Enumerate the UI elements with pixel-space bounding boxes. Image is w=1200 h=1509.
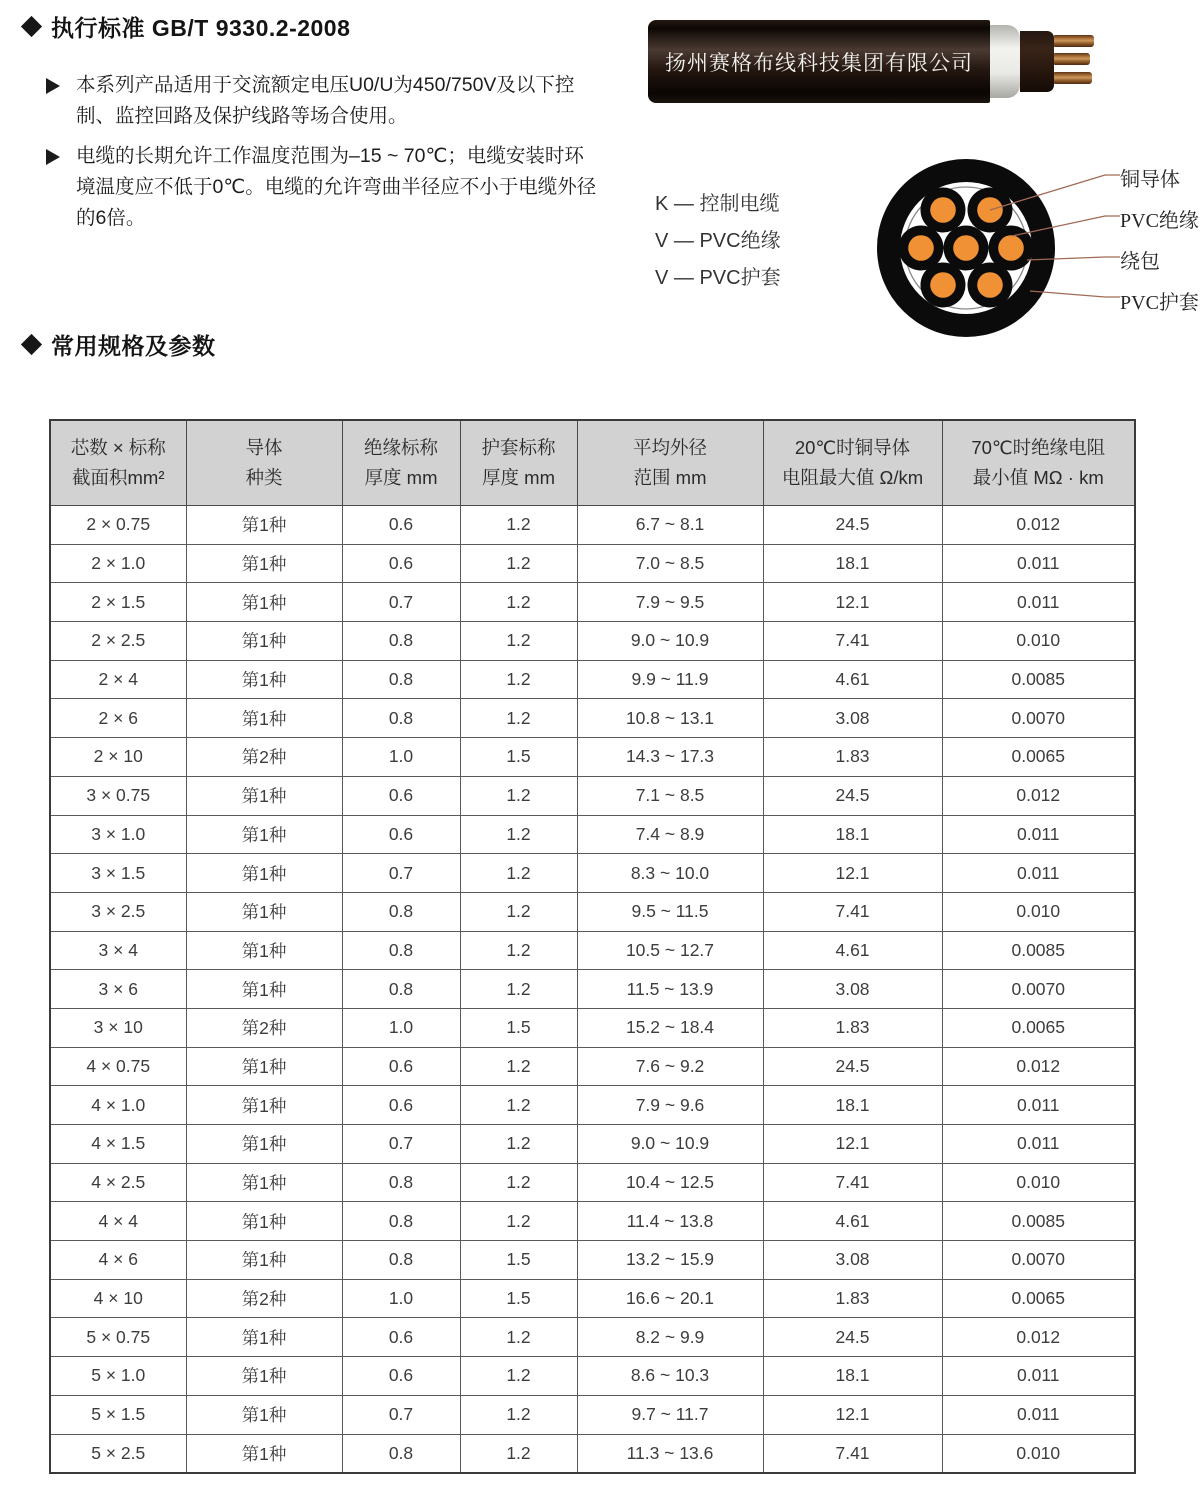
triangle-bullet-icon <box>46 78 60 94</box>
diagram-label-copper: 铜导体 <box>1120 169 1180 191</box>
table-cell: 第1种 <box>186 660 342 699</box>
bullet-item <box>46 70 602 132</box>
table-cell: 0.010 <box>942 892 1135 931</box>
table-cell: 第2种 <box>186 738 342 777</box>
table-cell: 5 × 1.5 <box>50 1395 186 1434</box>
table-cell: 2 × 1.5 <box>50 583 186 622</box>
table-cell: 2 × 2.5 <box>50 622 186 661</box>
standard-title: 执行标准 GB/T 9330.2-2008 <box>51 15 351 41</box>
table-cell: 24.5 <box>763 506 942 545</box>
table-cell: 6.7 ~ 8.1 <box>577 506 763 545</box>
table-cell: 1.2 <box>460 815 577 854</box>
table-cell: 1.2 <box>460 1163 577 1202</box>
table-cell: 7.41 <box>763 892 942 931</box>
table-cell: 0.6 <box>342 1357 460 1396</box>
table-cell: 0.011 <box>942 854 1135 893</box>
table-cell: 0.011 <box>942 1357 1135 1396</box>
table-cell: 2 × 0.75 <box>50 506 186 545</box>
table-cell: 15.2 ~ 18.4 <box>577 1008 763 1047</box>
table-cell: 18.1 <box>763 815 942 854</box>
table-cell: 0.0070 <box>942 699 1135 738</box>
table-cell: 0.6 <box>342 506 460 545</box>
table-cell: 24.5 <box>763 1047 942 1086</box>
table-cell: 1.2 <box>460 583 577 622</box>
table-cell: 第1种 <box>186 776 342 815</box>
table-row <box>50 1202 1135 1241</box>
table-cell: 3.08 <box>763 699 942 738</box>
table-cell: 3.08 <box>763 970 942 1009</box>
table-cell: 1.5 <box>460 1241 577 1280</box>
table-cell: 2 × 10 <box>50 738 186 777</box>
table-cell: 0.8 <box>342 699 460 738</box>
specs-title: 常用规格及参数 <box>51 333 216 359</box>
table-cell: 1.2 <box>460 1047 577 1086</box>
table-cell: 第1种 <box>186 1047 342 1086</box>
table-cell: 0.011 <box>942 1086 1135 1125</box>
table-cell: 12.1 <box>763 583 942 622</box>
table-cell: 0.0065 <box>942 1279 1135 1318</box>
table-row <box>50 1357 1135 1396</box>
table-cell: 第1种 <box>186 699 342 738</box>
table-cell: 0.012 <box>942 1047 1135 1086</box>
table-cell: 24.5 <box>763 776 942 815</box>
table-cell: 11.4 ~ 13.8 <box>577 1202 763 1241</box>
table-cell: 0.8 <box>342 1241 460 1280</box>
table-cell: 4 × 6 <box>50 1241 186 1280</box>
table-cell: 0.6 <box>342 815 460 854</box>
table-cell: 4 × 0.75 <box>50 1047 186 1086</box>
diagram-label-insulation: PVC绝缘 <box>1120 210 1199 232</box>
table-cell: 3 × 2.5 <box>50 892 186 931</box>
table-cell: 第2种 <box>186 1008 342 1047</box>
table-cell: 0.011 <box>942 815 1135 854</box>
table-cell: 18.1 <box>763 1357 942 1396</box>
copper-conductor <box>1054 53 1090 65</box>
table-cell: 7.9 ~ 9.6 <box>577 1086 763 1125</box>
table-cell: 7.6 ~ 9.2 <box>577 1047 763 1086</box>
table-cell: 0.011 <box>942 1395 1135 1434</box>
brand-text: 扬州赛格布线科技集团有限公司 <box>665 51 973 75</box>
table-cell: 1.2 <box>460 1086 577 1125</box>
intro-bullets <box>46 70 602 243</box>
spec-table-body <box>50 506 1135 1474</box>
table-cell: 7.41 <box>763 622 942 661</box>
table-cell: 0.010 <box>942 622 1135 661</box>
cable-inner-core <box>1020 31 1054 92</box>
table-cell: 1.2 <box>460 1357 577 1396</box>
table-cell: 4.61 <box>763 931 942 970</box>
table-cell: 第1种 <box>186 1318 342 1357</box>
table-cell: 7.9 ~ 9.5 <box>577 583 763 622</box>
table-cell: 第1种 <box>186 1163 342 1202</box>
table-cell: 0.8 <box>342 1434 460 1473</box>
table-cell: 0.6 <box>342 1318 460 1357</box>
table-cell: 0.0065 <box>942 1008 1135 1047</box>
table-cell: 1.0 <box>342 1279 460 1318</box>
table-cell: 0.010 <box>942 1434 1135 1473</box>
table-cell: 0.011 <box>942 544 1135 583</box>
table-cell: 0.0085 <box>942 1202 1135 1241</box>
table-cell: 1.2 <box>460 544 577 583</box>
table-cell: 0.012 <box>942 1318 1135 1357</box>
table-cell: 1.2 <box>460 776 577 815</box>
table-cell: 0.0065 <box>942 738 1135 777</box>
cable-jacket <box>648 20 990 103</box>
table-cell: 1.2 <box>460 931 577 970</box>
table-cell: 第1种 <box>186 1125 342 1164</box>
table-cell: 0.6 <box>342 1086 460 1125</box>
table-cell: 2 × 1.0 <box>50 544 186 583</box>
bullet-text: 本系列产品适用于交流额定电压U0/U为450/750V及以下控制、监控回路及保护线路等场合使用。 <box>76 74 575 127</box>
table-row <box>50 738 1135 777</box>
table-cell: 0.7 <box>342 1395 460 1434</box>
table-cell: 12.1 <box>763 1395 942 1434</box>
standard-section-heading <box>24 10 350 43</box>
diagram-label-sheath: PVC护套 <box>1120 292 1199 314</box>
table-cell: 4.61 <box>763 660 942 699</box>
table-cell: 第1种 <box>186 1086 342 1125</box>
table-cell: 4 × 10 <box>50 1279 186 1318</box>
table-cell: 9.0 ~ 10.9 <box>577 1125 763 1164</box>
table-cell: 0.0070 <box>942 1241 1135 1280</box>
table-cell: 1.0 <box>342 1008 460 1047</box>
table-cell: 1.2 <box>460 506 577 545</box>
table-cell: 1.83 <box>763 1008 942 1047</box>
table-cell: 4 × 2.5 <box>50 1163 186 1202</box>
table-cell: 第1种 <box>186 544 342 583</box>
table-cell: 0.8 <box>342 931 460 970</box>
legend-line: K — 控制电缆 <box>655 193 780 215</box>
table-cell: 11.3 ~ 13.6 <box>577 1434 763 1473</box>
table-cell: 0.6 <box>342 544 460 583</box>
col-header-conductor-class: 导体 种类 <box>186 420 342 506</box>
table-cell: 第1种 <box>186 1395 342 1434</box>
table-cell: 3 × 6 <box>50 970 186 1009</box>
table-row <box>50 1241 1135 1280</box>
table-cell: 0.011 <box>942 1125 1135 1164</box>
table-row <box>50 699 1135 738</box>
table-cell: 1.2 <box>460 699 577 738</box>
table-cell: 10.8 ~ 13.1 <box>577 699 763 738</box>
table-cell: 1.2 <box>460 1395 577 1434</box>
table-cell: 第1种 <box>186 970 342 1009</box>
table-cell: 0.0085 <box>942 931 1135 970</box>
table-row <box>50 660 1135 699</box>
table-cell: 7.4 ~ 8.9 <box>577 815 763 854</box>
spec-table <box>49 419 1136 1474</box>
col-header-resistance-20c: 20℃时铜导体 电阻最大值 Ω/km <box>763 420 942 506</box>
table-cell: 第1种 <box>186 1357 342 1396</box>
table-row <box>50 892 1135 931</box>
table-cell: 1.2 <box>460 970 577 1009</box>
table-row <box>50 506 1135 545</box>
table-cell: 9.0 ~ 10.9 <box>577 622 763 661</box>
table-cell: 1.83 <box>763 738 942 777</box>
table-cell: 1.2 <box>460 1125 577 1164</box>
table-cell: 1.5 <box>460 738 577 777</box>
table-cell: 18.1 <box>763 544 942 583</box>
table-cell: 7.0 ~ 8.5 <box>577 544 763 583</box>
table-cell: 7.41 <box>763 1163 942 1202</box>
table-cell: 0.6 <box>342 1047 460 1086</box>
table-cell: 1.5 <box>460 1279 577 1318</box>
table-cell: 2 × 6 <box>50 699 186 738</box>
table-row <box>50 854 1135 893</box>
table-cell: 5 × 2.5 <box>50 1434 186 1473</box>
table-row <box>50 1047 1135 1086</box>
model-code-legend <box>655 186 781 297</box>
table-cell: 3 × 1.5 <box>50 854 186 893</box>
col-header-cores: 芯数 × 标称 截面积mm² <box>50 420 186 506</box>
specs-section-heading <box>24 328 216 361</box>
table-cell: 第1种 <box>186 622 342 661</box>
table-row <box>50 1125 1135 1164</box>
table-cell: 4 × 1.5 <box>50 1125 186 1164</box>
legend-line: V — PVC绝缘 <box>655 230 781 252</box>
triangle-bullet-icon <box>46 149 60 165</box>
table-cell: 8.3 ~ 10.0 <box>577 854 763 893</box>
table-row <box>50 1163 1135 1202</box>
table-row <box>50 583 1135 622</box>
table-row <box>50 1434 1135 1473</box>
table-row <box>50 1279 1135 1318</box>
table-row <box>50 931 1135 970</box>
diamond-bullet-icon <box>21 16 42 37</box>
table-cell: 14.3 ~ 17.3 <box>577 738 763 777</box>
table-cell: 7.41 <box>763 1434 942 1473</box>
table-cell: 8.2 ~ 9.9 <box>577 1318 763 1357</box>
diagram-label-wrap: 绕包 <box>1120 251 1160 273</box>
col-header-outer-diameter: 平均外径 范围 mm <box>577 420 763 506</box>
table-cell: 0.010 <box>942 1163 1135 1202</box>
table-cell: 9.7 ~ 11.7 <box>577 1395 763 1434</box>
table-cell: 1.0 <box>342 738 460 777</box>
table-cell: 0.8 <box>342 1202 460 1241</box>
table-cell: 16.6 ~ 20.1 <box>577 1279 763 1318</box>
table-cell: 5 × 0.75 <box>50 1318 186 1357</box>
table-cell: 1.2 <box>460 1202 577 1241</box>
copper-conductor <box>1054 35 1094 47</box>
copper-conductor <box>1054 72 1092 84</box>
table-row <box>50 815 1135 854</box>
table-cell: 0.8 <box>342 970 460 1009</box>
table-cell: 0.6 <box>342 776 460 815</box>
table-cell: 1.2 <box>460 622 577 661</box>
table-row <box>50 1086 1135 1125</box>
bullet-item <box>46 141 602 234</box>
table-cell: 第1种 <box>186 815 342 854</box>
table-cell: 10.5 ~ 12.7 <box>577 931 763 970</box>
table-cell: 1.83 <box>763 1279 942 1318</box>
table-cell: 第2种 <box>186 1279 342 1318</box>
col-header-insulation-resistance-70c: 70℃时绝缘电阻 最小值 MΩ · km <box>942 420 1135 506</box>
table-cell: 3 × 4 <box>50 931 186 970</box>
table-row <box>50 776 1135 815</box>
table-cell: 13.2 ~ 15.9 <box>577 1241 763 1280</box>
table-cell: 0.8 <box>342 622 460 661</box>
table-cell: 1.2 <box>460 1434 577 1473</box>
table-cell: 18.1 <box>763 1086 942 1125</box>
table-cell: 0.8 <box>342 892 460 931</box>
table-cell: 第1种 <box>186 583 342 622</box>
table-cell: 0.8 <box>342 660 460 699</box>
table-cell: 4.61 <box>763 1202 942 1241</box>
table-cell: 4 × 1.0 <box>50 1086 186 1125</box>
table-row <box>50 1395 1135 1434</box>
table-cell: 1.2 <box>460 892 577 931</box>
table-cell: 9.9 ~ 11.9 <box>577 660 763 699</box>
table-cell: 24.5 <box>763 1318 942 1357</box>
table-cell: 0.012 <box>942 506 1135 545</box>
table-cell: 2 × 4 <box>50 660 186 699</box>
table-cell: 3.08 <box>763 1241 942 1280</box>
table-cell: 0.7 <box>342 854 460 893</box>
legend-line: V — PVC护套 <box>655 267 781 289</box>
table-cell: 0.011 <box>942 583 1135 622</box>
table-cell: 5 × 1.0 <box>50 1357 186 1396</box>
table-row <box>50 544 1135 583</box>
table-cell: 0.0085 <box>942 660 1135 699</box>
table-cell: 12.1 <box>763 1125 942 1164</box>
table-cell: 1.2 <box>460 1318 577 1357</box>
table-cell: 第1种 <box>186 506 342 545</box>
table-cell: 1.2 <box>460 854 577 893</box>
table-cell: 4 × 4 <box>50 1202 186 1241</box>
table-cell: 1.2 <box>460 660 577 699</box>
table-cell: 0.8 <box>342 1163 460 1202</box>
table-cell: 11.5 ~ 13.9 <box>577 970 763 1009</box>
table-row <box>50 970 1135 1009</box>
bullet-text: 电缆的长期允许工作温度范围为–15 ~ 70℃；电缆安装时环境温度应不低于0℃。电缆的允许弯曲半径应不小于电缆外径的6倍。 <box>76 145 597 229</box>
cable-wrap-layer <box>990 25 1020 98</box>
col-header-insulation-thickness: 绝缘标称 厚度 mm <box>342 420 460 506</box>
col-header-sheath-thickness: 护套标称 厚度 mm <box>460 420 577 506</box>
table-cell: 3 × 1.0 <box>50 815 186 854</box>
table-cell: 7.1 ~ 8.5 <box>577 776 763 815</box>
table-row <box>50 1318 1135 1357</box>
table-cell: 第1种 <box>186 1434 342 1473</box>
table-cell: 第1种 <box>186 1202 342 1241</box>
table-cell: 9.5 ~ 11.5 <box>577 892 763 931</box>
table-cell: 0.7 <box>342 1125 460 1164</box>
cable-product-photo <box>648 20 1098 104</box>
table-cell: 1.5 <box>460 1008 577 1047</box>
table-cell: 第1种 <box>186 854 342 893</box>
table-cell: 3 × 0.75 <box>50 776 186 815</box>
table-cell: 8.6 ~ 10.3 <box>577 1357 763 1396</box>
table-cell: 第1种 <box>186 931 342 970</box>
table-cell: 0.012 <box>942 776 1135 815</box>
table-row <box>50 1008 1135 1047</box>
table-row <box>50 622 1135 661</box>
table-cell: 12.1 <box>763 854 942 893</box>
table-cell: 第1种 <box>186 1241 342 1280</box>
table-cell: 10.4 ~ 12.5 <box>577 1163 763 1202</box>
spec-table-header <box>50 420 1135 506</box>
diamond-bullet-icon <box>21 334 42 355</box>
table-cell: 0.7 <box>342 583 460 622</box>
table-cell: 3 × 10 <box>50 1008 186 1047</box>
table-cell: 0.0070 <box>942 970 1135 1009</box>
table-cell: 第1种 <box>186 892 342 931</box>
